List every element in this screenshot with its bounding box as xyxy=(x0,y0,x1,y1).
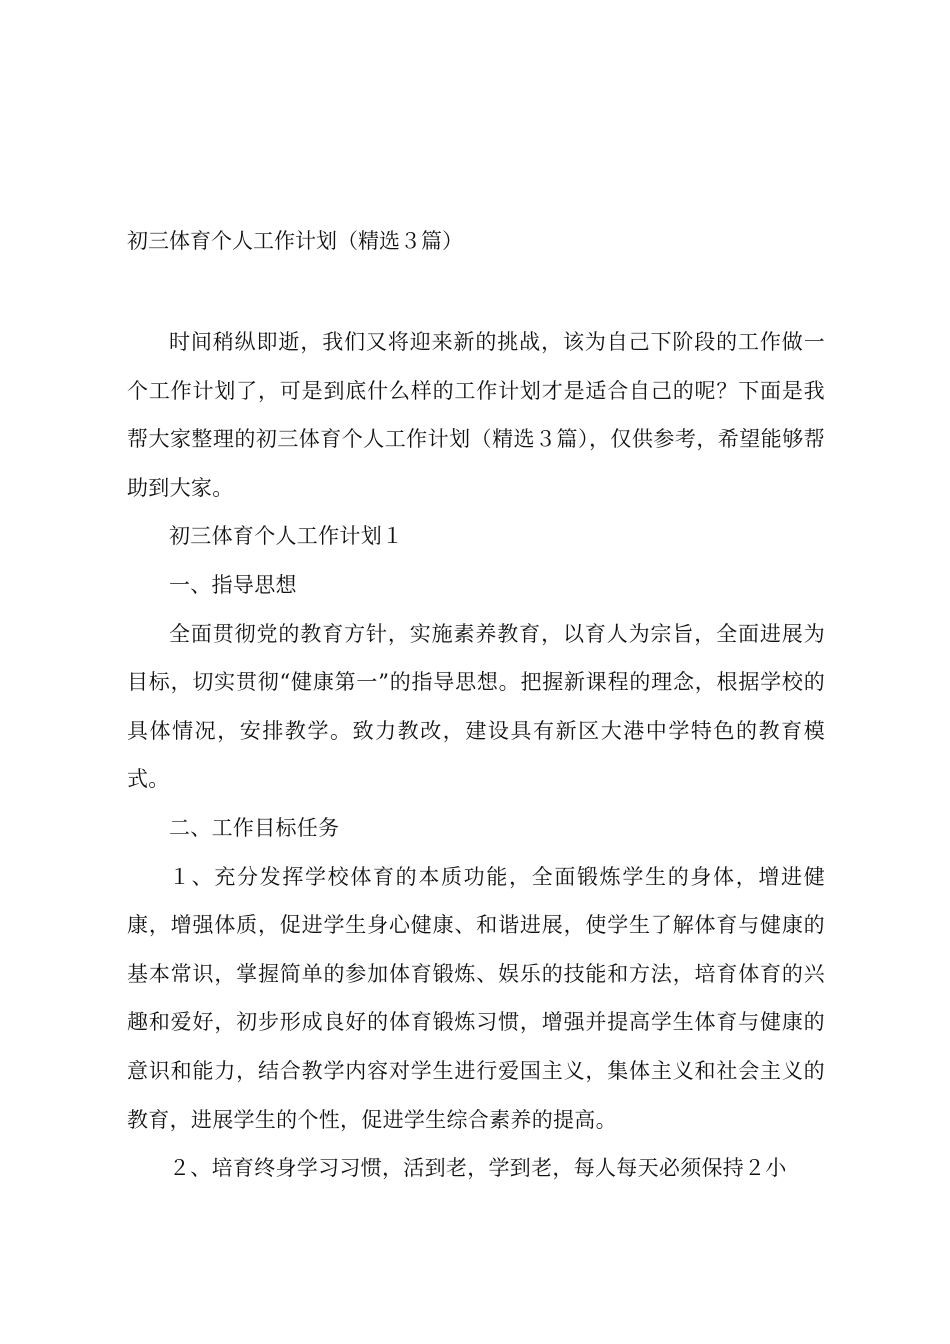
document-body xyxy=(127,318,825,1193)
subheading-guiding-ideology: 一、指导思想 xyxy=(169,572,297,597)
goal-item-2: ２、培育终身学习习惯，活到老，学到老，每人每天必须保持２小 xyxy=(169,1156,787,1181)
guiding-ideology-paragraph: 全面贯彻党的教育方针，实施素养教育，以育人为宗旨，全面进展为目标，切实贯彻“健康第一”的指导思想。把握新课程的理念，根据学校的具体情况，安排教学。致力教改，建设具有新区大港中学特色的教育模式。 xyxy=(127,621,825,792)
document-title: 初三体育个人工作计划（精选３篇） xyxy=(127,229,463,253)
goal-item-1: １、充分发挥学校体育的本质功能，全面锻炼学生的身体，增进健康，增强体质，促进学生身心健康、和谐进展，使学生了解体育与健康的基本常识，掌握简单的参加体育锻炼、娱乐的技能和方法，培育体育的兴趣和爱好，初步形成良好的体育锻炼习惯，增强并提高学生体育与健康的意识和能力，结合教学内容对学生进行爱国主义，集体主义和社会主义的教育，进展学生的个性，促进学生综合素养的提高。 xyxy=(127,864,825,1132)
intro-paragraph: 时间稍纵即逝，我们又将迎来新的挑战，该为自己下阶段的工作做一个工作计划了，可是到底什么样的工作计划才是适合自己的呢？下面是我帮大家整理的初三体育个人工作计划（精选３篇），仅供参考，希望能够帮助到大家。 xyxy=(127,330,825,500)
subheading-work-goals: 二、工作目标任务 xyxy=(169,815,340,840)
section-heading-plan-1: 初三体育个人工作计划１ xyxy=(169,524,404,549)
